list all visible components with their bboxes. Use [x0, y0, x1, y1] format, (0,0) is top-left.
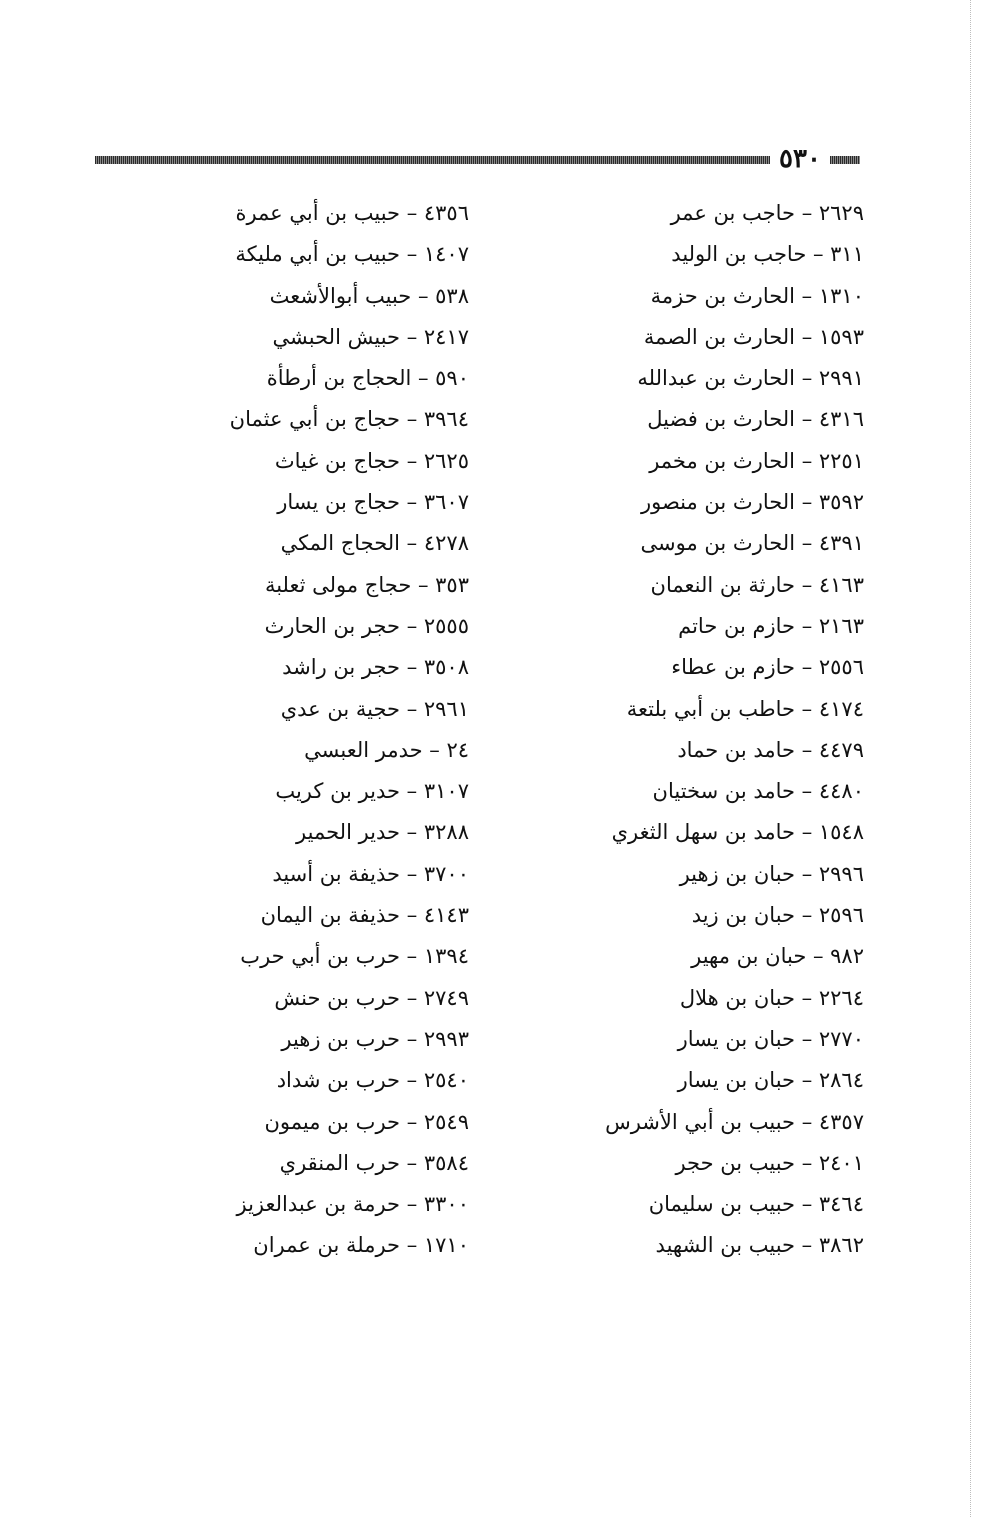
index-entry: ٤٣١٦ – الحارث بن فضيل [647, 407, 864, 432]
index-entry: ٩٨٢ – حبان بن مهير [691, 944, 864, 969]
index-entry: ٤٣٥٧ – حبيب بن أبي الأشرس [605, 1109, 864, 1134]
index-entry: ٢٥٥٦ – حازم بن عطاء [671, 655, 864, 680]
index-entry: ٤١٧٤ – حاطب بن أبي بلتعة [626, 696, 864, 721]
index-entry: ١٤٠٧ – حبيب بن أبي مليكة [235, 242, 469, 267]
index-entry: ٤٣٩١ – الحارث بن موسى [640, 531, 864, 556]
index-entry: ٣٥٠٨ – حجر بن راشد [282, 655, 469, 680]
header-rule [95, 156, 770, 164]
index-entry: ٢٧٧٠ – حبان بن يسار [677, 1026, 864, 1051]
index-entry: ٢٨٦٤ – حبان بن يسار [677, 1068, 864, 1093]
index-entry: ٢٤ – حدمر العبسي [304, 737, 469, 762]
index-entry: ٤١٤٣ – حذيفة بن اليمان [260, 903, 469, 928]
index-entry: ١٥٩٣ – الحارث بن الصمة [643, 324, 864, 349]
index-entry: ٢٩٩١ – الحارث بن عبدالله [637, 366, 864, 391]
index-entry: ٢٥٤٩ – حرب بن ميمون [264, 1109, 469, 1134]
index-column-left [189, 193, 469, 1267]
page-number: ٥٣٠ [779, 144, 821, 174]
index-entry: ٢٩٩٣ – حرب بن زهير [281, 1026, 469, 1051]
page-header [95, 146, 860, 174]
index-entry: ٢٦٢٥ – حجاج بن غياث [274, 448, 469, 473]
scan-edge-line [970, 0, 971, 1517]
header-rule-end [830, 156, 860, 164]
index-entry: ١٣٩٤ – حرب بن أبي حرب [240, 944, 469, 969]
index-entry: ٣٥٣ – حجاج مولى ثعلبة [264, 572, 469, 597]
index-entry: ٢٥٩٦ – حبان بن زيد [691, 903, 864, 928]
index-entry: ٢٥٤٠ – حرب بن شداد [276, 1068, 469, 1093]
index-entry: ٢٢٦٤ – حبان بن هلال [679, 985, 864, 1010]
index-entry: ٢٥٥٥ – حجر بن الحارث [264, 613, 469, 638]
index-entry: ٣٩٦٤ – حجاج بن أبي عثمان [229, 407, 469, 432]
index-entry: ٤٢٧٨ – الحجاج المكي [280, 531, 469, 556]
index-entry: ٣٤٦٤ – حبيب بن سليمان [648, 1192, 864, 1217]
index-column-right [564, 193, 864, 1267]
index-entry: ٢٤٠١ – حبيب بن حجر [675, 1150, 864, 1175]
index-entry: ١٥٤٨ – حامد بن سهل الثغري [611, 820, 864, 845]
index-entry: ٣٨٦٢ – حبيب بن الشهيد [655, 1233, 864, 1258]
index-entry: ٤٣٥٦ – حبيب بن أبي عمرة [235, 201, 469, 225]
index-entry: ٤٤٧٩ – حامد بن حماد [677, 737, 864, 762]
index-entry: ٣١٠٧ – حدير بن كريب [275, 779, 469, 804]
index-entry: ٥٩٠ – الحجاج بن أرطأة [266, 366, 469, 391]
index-entry: ٢٧٤٩ – حرب بن حنش [274, 985, 469, 1010]
index-entry: ٣٧٠٠ – حذيفة بن أسيد [272, 861, 469, 886]
index-entry: ١٣١٠ – الحارث بن حزمة [650, 283, 864, 308]
index-entry: ١٧١٠ – حرملة بن عمران [253, 1233, 469, 1258]
index-entry: ٢٤١٧ – حبيش الحبشي [272, 324, 469, 349]
index-entry: ٣١١ – حاجب بن الوليد [671, 242, 864, 267]
index-entry: ٢٩٦١ – حجية بن عدي [280, 696, 469, 721]
index-entry: ٢٢٥١ – الحارث بن مخمر [649, 448, 864, 473]
index-entry: ٣٥٩٢ – الحارث بن منصور [640, 490, 864, 515]
index-entry: ٣٣٠٠ – حرمة بن عبدالعزيز [236, 1192, 469, 1217]
index-entry: ٣٥٨٤ – حرب المنقري [279, 1150, 469, 1175]
index-entry: ٤٤٨٠ – حامد بن سختيان [652, 779, 864, 804]
index-entry: ٤١٦٣ – حارثة بن النعمان [650, 572, 864, 597]
index-entry: ٣٦٠٧ – حجاج بن يسار [277, 490, 469, 515]
index-entry: ٢٩٩٦ – حبان بن زهير [679, 861, 864, 886]
index-entry: ٢٦٢٩ – حاجب بن عمر [670, 201, 864, 225]
index-entry: ٣٢٨٨ – حدير الحمير [296, 820, 469, 845]
index-entry: ٥٣٨ – حبيب أبوالأشعث [269, 283, 469, 308]
index-entry: ٢١٦٣ – حازم بن حاتم [678, 613, 864, 638]
